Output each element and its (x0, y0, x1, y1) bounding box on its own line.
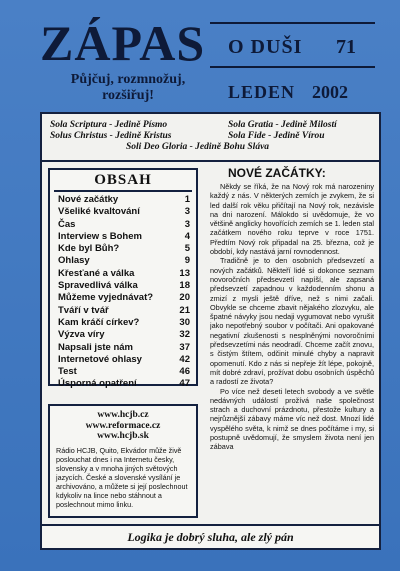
contents-item-page: 18 (179, 280, 190, 292)
motto: Solus Christus - Jedině Kristus (50, 131, 172, 141)
contents-item-page: 42 (179, 353, 190, 365)
contents-item[interactable] (50, 206, 196, 218)
contents-item-label: Kde byl Bůh? (58, 243, 120, 255)
contents-item-label: Kam kráčí církev? (58, 316, 140, 328)
contents-item-label: Ohlasy (58, 255, 90, 267)
contents-item-page: 3 (184, 206, 190, 218)
contents-item-page: 3 (184, 218, 190, 230)
issue-month: LEDEN (228, 82, 296, 102)
tagline: Půjčuj, rozmnožuj, rozšiřuj! (70, 72, 186, 103)
motto: Sola Gratia - Jedině Milostí (228, 120, 337, 130)
contents-item-page: 13 (179, 267, 190, 279)
contents-list (50, 194, 196, 391)
web-description: Rádio HCJB, Quito, Ekvádor může živě poslouchat dnes i na Internetu česky, slovensky a v mnoha jiných světových jazycích. České a slovenské vysílání je archivováno, a můžete si její poslechnout kdykoliv na lince nebo stáhnout a poslechnout mimo linku. (56, 445, 188, 510)
contents-item-label: Všeliké kvaltování (58, 206, 140, 218)
contents-item-label: Čas (58, 218, 76, 230)
contents-box (48, 168, 198, 390)
contents-item[interactable] (50, 366, 196, 378)
web-links (50, 410, 196, 442)
contents-item[interactable] (50, 354, 196, 366)
content-panel (40, 112, 381, 550)
contents-item-label: Internetové ohlasy (58, 353, 142, 365)
contents-item-page: 32 (179, 329, 190, 341)
web-link[interactable]: www.hcjb.sk (97, 431, 149, 441)
contents-item-page: 37 (179, 341, 190, 353)
web-link[interactable]: www.hcjb.cz (97, 410, 149, 420)
contents-item[interactable] (50, 292, 196, 304)
contents-item-label: Tváří v tvář (58, 304, 109, 316)
subtitle: O DUŠI (228, 36, 303, 58)
web-link[interactable]: www.reformace.cz (85, 420, 161, 431)
article-paragraph: Po více než deseti letech svobody a ve světle nedávných událostí prožívá naše společnost strach a duchovní prázdnotu, přestože kultury a nejrůznější zábavy máme víc než dost. Mnozí lidé vyspělého světa, k nimž se dnes počítáme i my, si postupně uvědomují, že smyslem života není jen zábava (210, 386, 374, 452)
contents-item-page: 1 (184, 194, 190, 205)
motto: Sola Fide - Jedině Vírou (228, 131, 325, 141)
contents-divider (54, 190, 192, 192)
contents-item-label: Křesťané a válka (58, 267, 135, 279)
contents-item[interactable] (50, 268, 196, 280)
article-paragraph: Tradičně je to den osobních předsevzetí a nových začátků. Někteří lidé si dokonce seznam novoročních předsevzetí napíší, ale zapsaná předsevzetí zapadnou v každodenním shonu a zmizí z mysli ještě dříve, než s nimi začali. Obvykle se chceme zbavit nějakého zlozvyku, ale špatné návyky jsou nedaji vygumovat nebo vyrušit jako nepotřebný soubor v počítači. Ani opakované negativní zkušenosti s nesplněnými novoročními předsevzetími nás neodradí. Chceme začít znovu, s čistým štítem, odčinit minulé chyby a napravit opomenutí. Kdo z nás si nepřeje žít lépe, pokojně, mít dobré zdraví, prožívat dobu osobních úspěchů a radostí ze života? (210, 256, 374, 387)
header-rule-mid (210, 66, 375, 68)
contents-item-page: 21 (179, 304, 190, 316)
contents-item-page: 5 (184, 243, 190, 255)
contents-item[interactable] (50, 317, 196, 329)
article-body (210, 182, 374, 522)
contents-item[interactable] (50, 231, 196, 243)
contents-item-page: 47 (179, 378, 190, 390)
contents-item-label: Nové začátky (58, 194, 119, 205)
contents-item[interactable] (50, 243, 196, 255)
contents-item-label: Výzva víry (58, 329, 105, 341)
contents-item[interactable] (50, 329, 196, 341)
footer-quote: Logika je dobrý sluha, ale zlý pán (42, 524, 379, 548)
contents-item-page: 9 (184, 255, 190, 267)
contents-item[interactable] (50, 305, 196, 317)
web-links-box (48, 404, 198, 518)
motto: Sola Scriptura - Jedině Písmo (50, 120, 168, 130)
contents-item[interactable] (50, 342, 196, 354)
contents-item-label: Test (58, 366, 77, 378)
issue-number: 71 (336, 36, 356, 58)
masthead-title: ZÁPAS (40, 15, 206, 71)
issue-year: 2002 (312, 82, 348, 102)
contents-title: OBSAH (94, 172, 152, 188)
contents-item[interactable] (50, 280, 196, 292)
contents-item-page: 20 (179, 292, 190, 304)
article-paragraph: Někdy se říká, že na Nový rok má narozeniny každý z nás. V některých zemích je zvykem, že si led další rok věku přičítají na Nový rok, nezávisle na dni narození. Málokdo si uvědomuje, že vo většině anglicky hovořících zemích se 1. leden stal začátkem nového roku teprve v roce 1751. Předtím Nový rok připadal na 25. března, což je období, kdy nastává jarní rovnodennost. (210, 182, 374, 257)
contents-item[interactable] (50, 219, 196, 231)
contents-item-label: Úsporná opatření (58, 378, 137, 390)
contents-item-label: Interview s Bohem (58, 230, 142, 242)
contents-item-page: 4 (184, 230, 190, 242)
header-rule-top (210, 22, 375, 24)
contents-item[interactable] (50, 194, 196, 206)
contents-item-label: Můžeme vyjednávat? (58, 292, 154, 304)
contents-item-label: Napsali jste nám (58, 341, 133, 353)
mottos-box (42, 118, 379, 162)
contents-item-page: 30 (179, 316, 190, 328)
contents-item-page: 46 (179, 366, 190, 378)
contents-item[interactable] (50, 255, 196, 267)
article-title: NOVÉ ZAČÁTKY: (228, 166, 326, 180)
contents-item[interactable] (50, 378, 196, 390)
contents-item-label: Spravedlivá válka (58, 280, 138, 292)
motto: Soli Deo Gloria - Jedině Bohu Sláva (126, 142, 270, 152)
